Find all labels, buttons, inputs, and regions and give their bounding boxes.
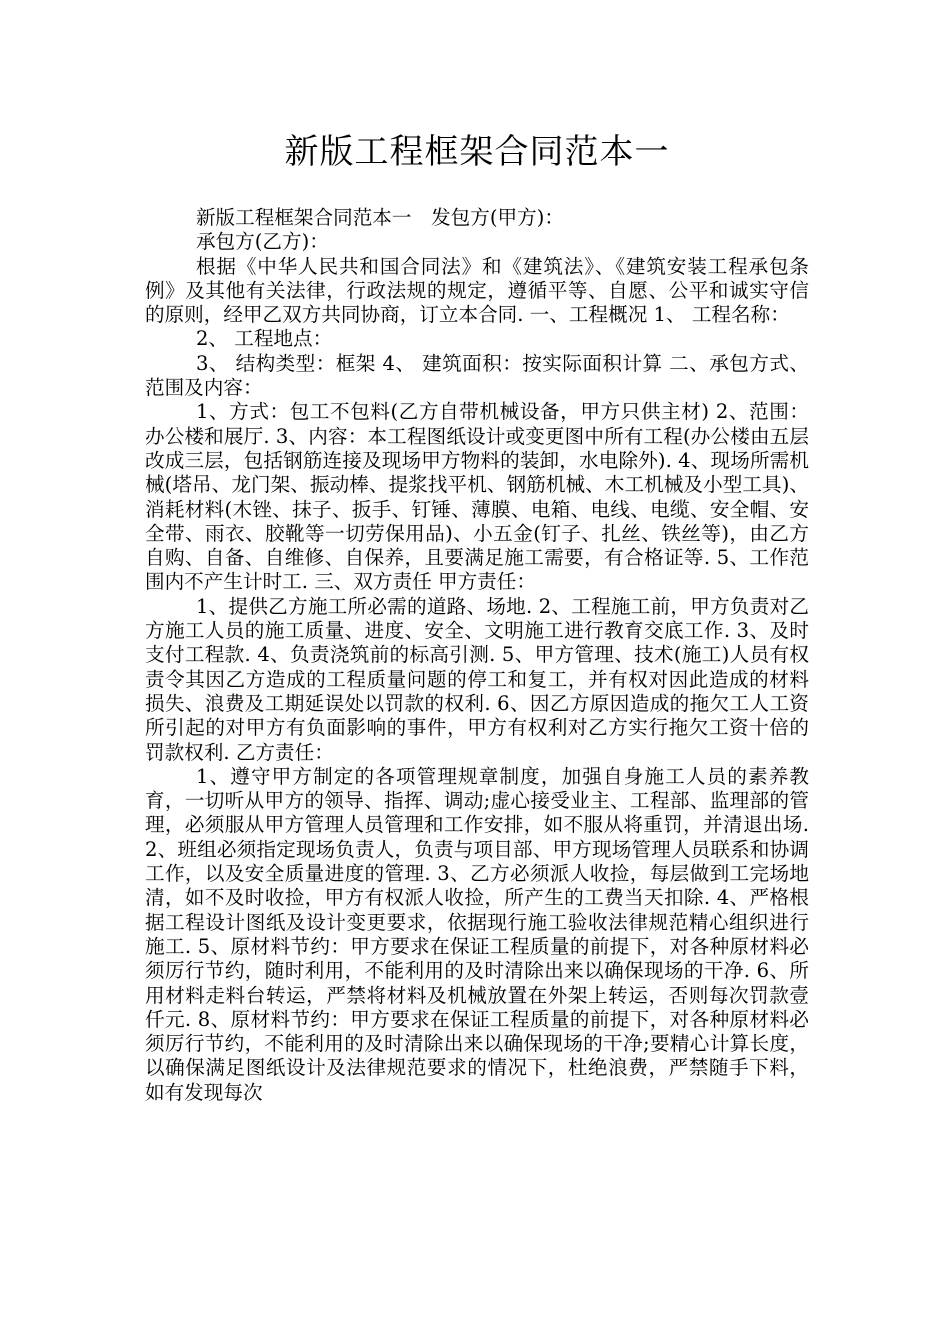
document-page — [145, 120, 809, 1105]
paragraph-structure-type: 3、 结构类型：框架 4、 建筑面积：按实际面积计算 二、承包方式、范围及内容： — [145, 351, 809, 400]
paragraph-party-a: 新版工程框架合同范本一 发包方(甲方)： — [195, 206, 564, 229]
paragraph-party-a-duties: 1、提供乙方施工所必需的道路、场地. 2、工程施工前，甲方负责对乙方施工人员的施工质量、进度、安全、文明施工进行教育交底工作. 3、及时支付工程款. 4、负责浇筑前的标高引测. 5、甲方管理、技术(施工)人员有权责令其因乙方造成的工程质量问题的停工和复工，并有权对因此造成的材料损失、浪费及工期延误处以罚款的权利. 6、因乙方原因造成的拖欠工人工资所引起的对甲方有负面影响的事件，甲方有权利对乙方实行拖欠工资十倍的罚款权利. 乙方责任： — [145, 594, 809, 764]
paragraph-party-b: 承包方(乙方)： — [195, 230, 329, 254]
document-title: 新版工程框架合同范本一 — [284, 132, 670, 172]
paragraph-preamble: 根据《中华人民共和国合同法》和《建筑法》、《建筑安装工程承包条例》及其他有关法律，行政法规的规定，遵循平等、自愿、公平和诚实守信的原则，经甲乙双方共同协商，订立本合同. 一、工程概况 1、 工程名称： — [145, 254, 809, 327]
paragraph-party-b-duties: 1、遵守甲方制定的各项管理规章制度，加强自身施工人员的素养教育，一切听从甲方的领导、指挥、调动;虚心接受业主、工程部、监理部的管理，必须服从甲方管理人员管理和工作安排，如不服从将重罚，并清退出场. 2、班组必须指定现场负责人，负责与项目部、甲方现场管理人员联系和协调工作，以及安全质量进度的管理. 3、乙方必须派人收捡，每层做到工完场地清，如不及时收捡，甲方有权派人收捡，所产生的工费当天扣除. 4、严格根据工程设计图纸及设计变更要求，依据现行施工验收法律规范精心组织进行施工. 5、原材料节约：甲方要求在保证工程质量的前提下，对各种原材料必须厉行节约，随时利用，不能利用的及时清除出来以确保现场的干净. 6、所用材料走料台转运，严禁将材料及机械放置在外架上转运，否则每次罚款壹仟元. 8、原材料节约：甲方要求在保证工程质量的前提下，对各种原材料必须厉行节约，不能利用的及时清除出来以确保现场的干净;要精心计算长度，以确保满足图纸设计及法律规范要求的情况下，杜绝浪费，严禁随手下料，如有发现每次 — [145, 764, 809, 1104]
paragraph-contract-scope: 1、方式：包工不包料(乙方自带机械设备，甲方只供主材) 2、范围：办公楼和展厅. 3、内容：本工程图纸设计或变更图中所有工程(办公楼由五层改成三层，包括钢筋连接及现场甲方物料的装卸，水电除外). 4、现场所需机械(塔吊、龙门架、振动棒、提浆找平机、钢筋机械、木工机械及小型工具)、消耗材料(木锉、抹子、扳手、钉锤、薄膜、电箱、电线、电缆、安全帽、安全带、雨衣、胶靴等一切劳保用品)、小五金(钉子、扎丝、铁丝等)，由乙方自购、自备、自维修、自保养，且要满足施工需要，有合格证等. 5、工作范围内不产生计时工. 三、双方责任 甲方责任： — [145, 400, 809, 594]
paragraph-project-location: 2、 工程地点： — [195, 327, 333, 351]
